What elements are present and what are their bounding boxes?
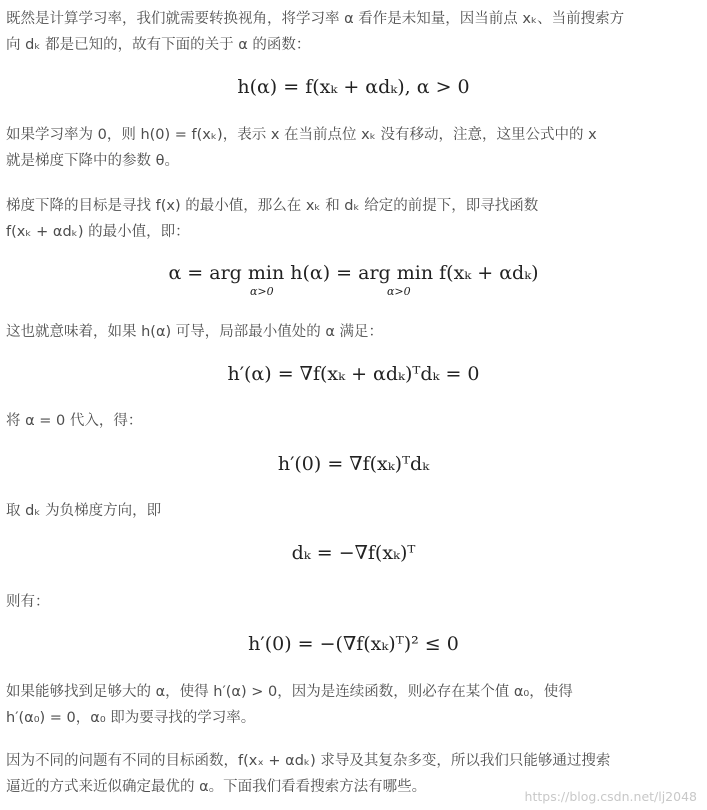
equation-direction: dₖ = −∇f(xₖ)ᵀ (291, 542, 416, 564)
paragraph-8-line-2: h′(α₀) = 0，α₀ 即为要寻找的学习率。 (6, 710, 256, 726)
paragraph-4: 这也就意味着，如果 h(α) 可导，局部最小值处的 α 满足： (6, 324, 384, 340)
paragraph-5: 将 α = 0 代入，得： (6, 413, 143, 429)
paragraph-6: 取 dₖ 为负梯度方向，即 (6, 503, 162, 519)
paragraph-9-line-2: 逼近的方式来近似确定最优的 α。下面我们看看搜索方法有哪些。 (6, 779, 427, 795)
equation-negative-derivative: h′(0) = −(∇f(xₖ)ᵀ)² ≤ 0 (248, 633, 459, 655)
paragraph-2-line-2: 就是梯度下降中的参数 θ。 (6, 153, 179, 169)
paragraph-3-line-1: 梯度下降的目标是寻找 f(x) 的最小值，那么在 xₖ 和 dₖ 给定的前提下，即寻找函数 (6, 198, 539, 214)
paragraph-7: 则有： (6, 594, 50, 610)
paragraph-3-line-2: f(xₖ + αdₖ) 的最小值，即： (6, 224, 190, 240)
paragraph-9-line-1: 因为不同的问题有不同的目标函数，f(xₓ + αdₖ) 求导及其复杂多变，所以我们只能够通过搜索 (6, 753, 611, 769)
equation-argmin-body: α = arg min h(α) = arg min f(xₖ + αdₖ) (168, 262, 539, 284)
paragraph-1-line-1: 既然是计算学习率，我们就需要转换视角，将学习率 α 看作是未知量，因当前点 xₖ、当前搜索方 (6, 11, 625, 27)
paragraph-2-line-1: 如果学习率为 0，则 h(0) = f(xₖ)，表示 x 在当前点位 xₖ 没有移动，注意，这里公式中的 x (6, 127, 597, 143)
equation-h-alpha: h(α) = f(xₖ + αdₖ), α > 0 (237, 76, 470, 98)
equation-argmin-subscript-2: α>0 (387, 285, 411, 298)
equation-argmin (0, 262, 707, 284)
equation-derivative: h′(α) = ∇f(xₖ + αdₖ)ᵀdₖ = 0 (227, 363, 480, 385)
paragraph-8-line-1: 如果能够找到足够大的 α，使得 h′(α) > 0，因为是连续函数，则必存在某个值 α₀，使得 (6, 684, 573, 700)
paragraph-1-line-2: 向 dₖ 都是已知的，故有下面的关于 α 的函数： (6, 37, 311, 53)
equation-derivative-at-zero: h′(0) = ∇f(xₖ)ᵀdₖ (277, 453, 430, 475)
csdn-watermark: https://blog.csdn.net/lj2048 (524, 789, 697, 804)
equation-argmin-subscript-1: α>0 (250, 285, 274, 298)
